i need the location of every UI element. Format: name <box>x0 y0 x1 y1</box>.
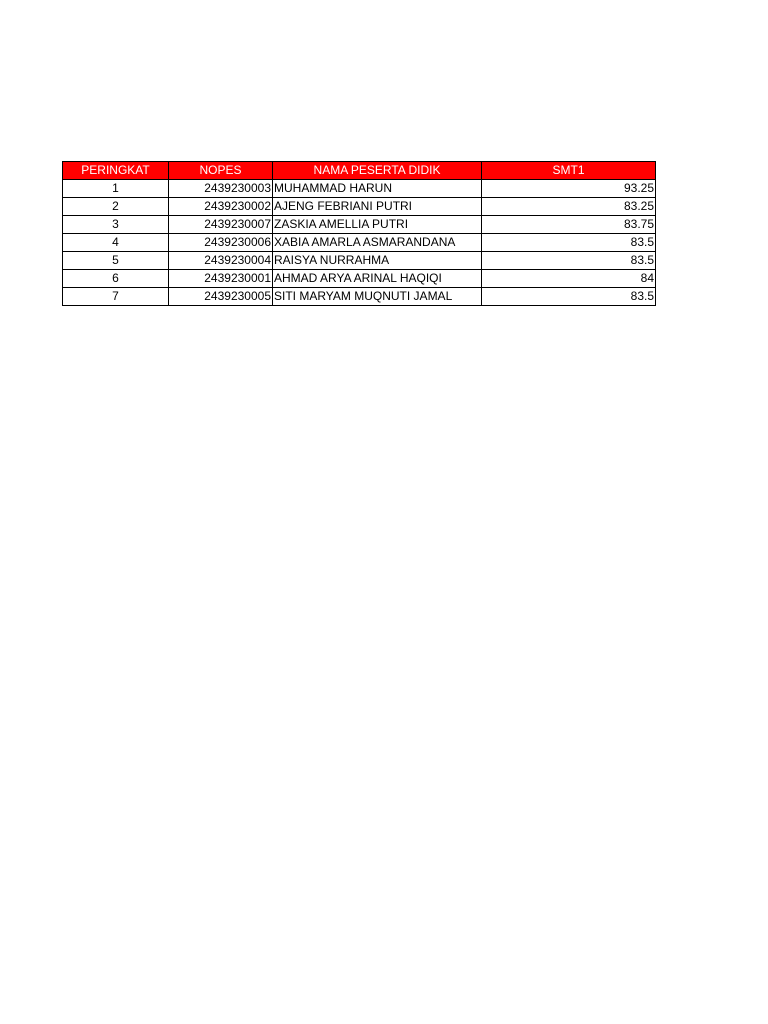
header-row <box>63 162 656 180</box>
score-cell: 83.25 <box>482 198 656 216</box>
nopes-cell: 2439230002 <box>169 198 273 216</box>
nopes-cell: 2439230006 <box>169 234 273 252</box>
header-rank: PERINGKAT <box>63 162 169 180</box>
table-row <box>63 198 656 216</box>
rank-cell: 2 <box>63 198 169 216</box>
rank-cell: 6 <box>63 270 169 288</box>
name-cell: RAISYA NURRAHMA <box>273 252 482 270</box>
rank-cell: 5 <box>63 252 169 270</box>
header-score: SMT1 <box>482 162 656 180</box>
score-cell: 83.5 <box>482 288 656 306</box>
score-cell: 93.25 <box>482 180 656 198</box>
nopes-cell: 2439230001 <box>169 270 273 288</box>
header-name: NAMA PESERTA DIDIK <box>273 162 482 180</box>
name-cell: MUHAMMAD HARUN <box>273 180 482 198</box>
table-row <box>63 252 656 270</box>
ranking-sheet <box>62 161 656 306</box>
name-cell: AJENG FEBRIANI PUTRI <box>273 198 482 216</box>
score-cell: 83.5 <box>482 234 656 252</box>
nopes-cell: 2439230005 <box>169 288 273 306</box>
rank-cell: 1 <box>63 180 169 198</box>
rank-cell: 7 <box>63 288 169 306</box>
rank-cell: 4 <box>63 234 169 252</box>
score-cell: 83.5 <box>482 252 656 270</box>
score-cell: 83.75 <box>482 216 656 234</box>
table-row <box>63 288 656 306</box>
table-row <box>63 234 656 252</box>
table-row <box>63 180 656 198</box>
table-row <box>63 216 656 234</box>
header-nopes: NOPES <box>169 162 273 180</box>
rank-cell: 3 <box>63 216 169 234</box>
table-row <box>63 270 656 288</box>
name-cell: ZASKIA AMELLIA PUTRI <box>273 216 482 234</box>
score-cell: 84 <box>482 270 656 288</box>
ranking-table <box>62 161 656 306</box>
name-cell: XABIA AMARLA ASMARANDANA <box>273 234 482 252</box>
nopes-cell: 2439230007 <box>169 216 273 234</box>
name-cell: SITI MARYAM MUQNUTI JAMAL <box>273 288 482 306</box>
nopes-cell: 2439230003 <box>169 180 273 198</box>
name-cell: AHMAD ARYA ARINAL HAQIQI <box>273 270 482 288</box>
nopes-cell: 2439230004 <box>169 252 273 270</box>
